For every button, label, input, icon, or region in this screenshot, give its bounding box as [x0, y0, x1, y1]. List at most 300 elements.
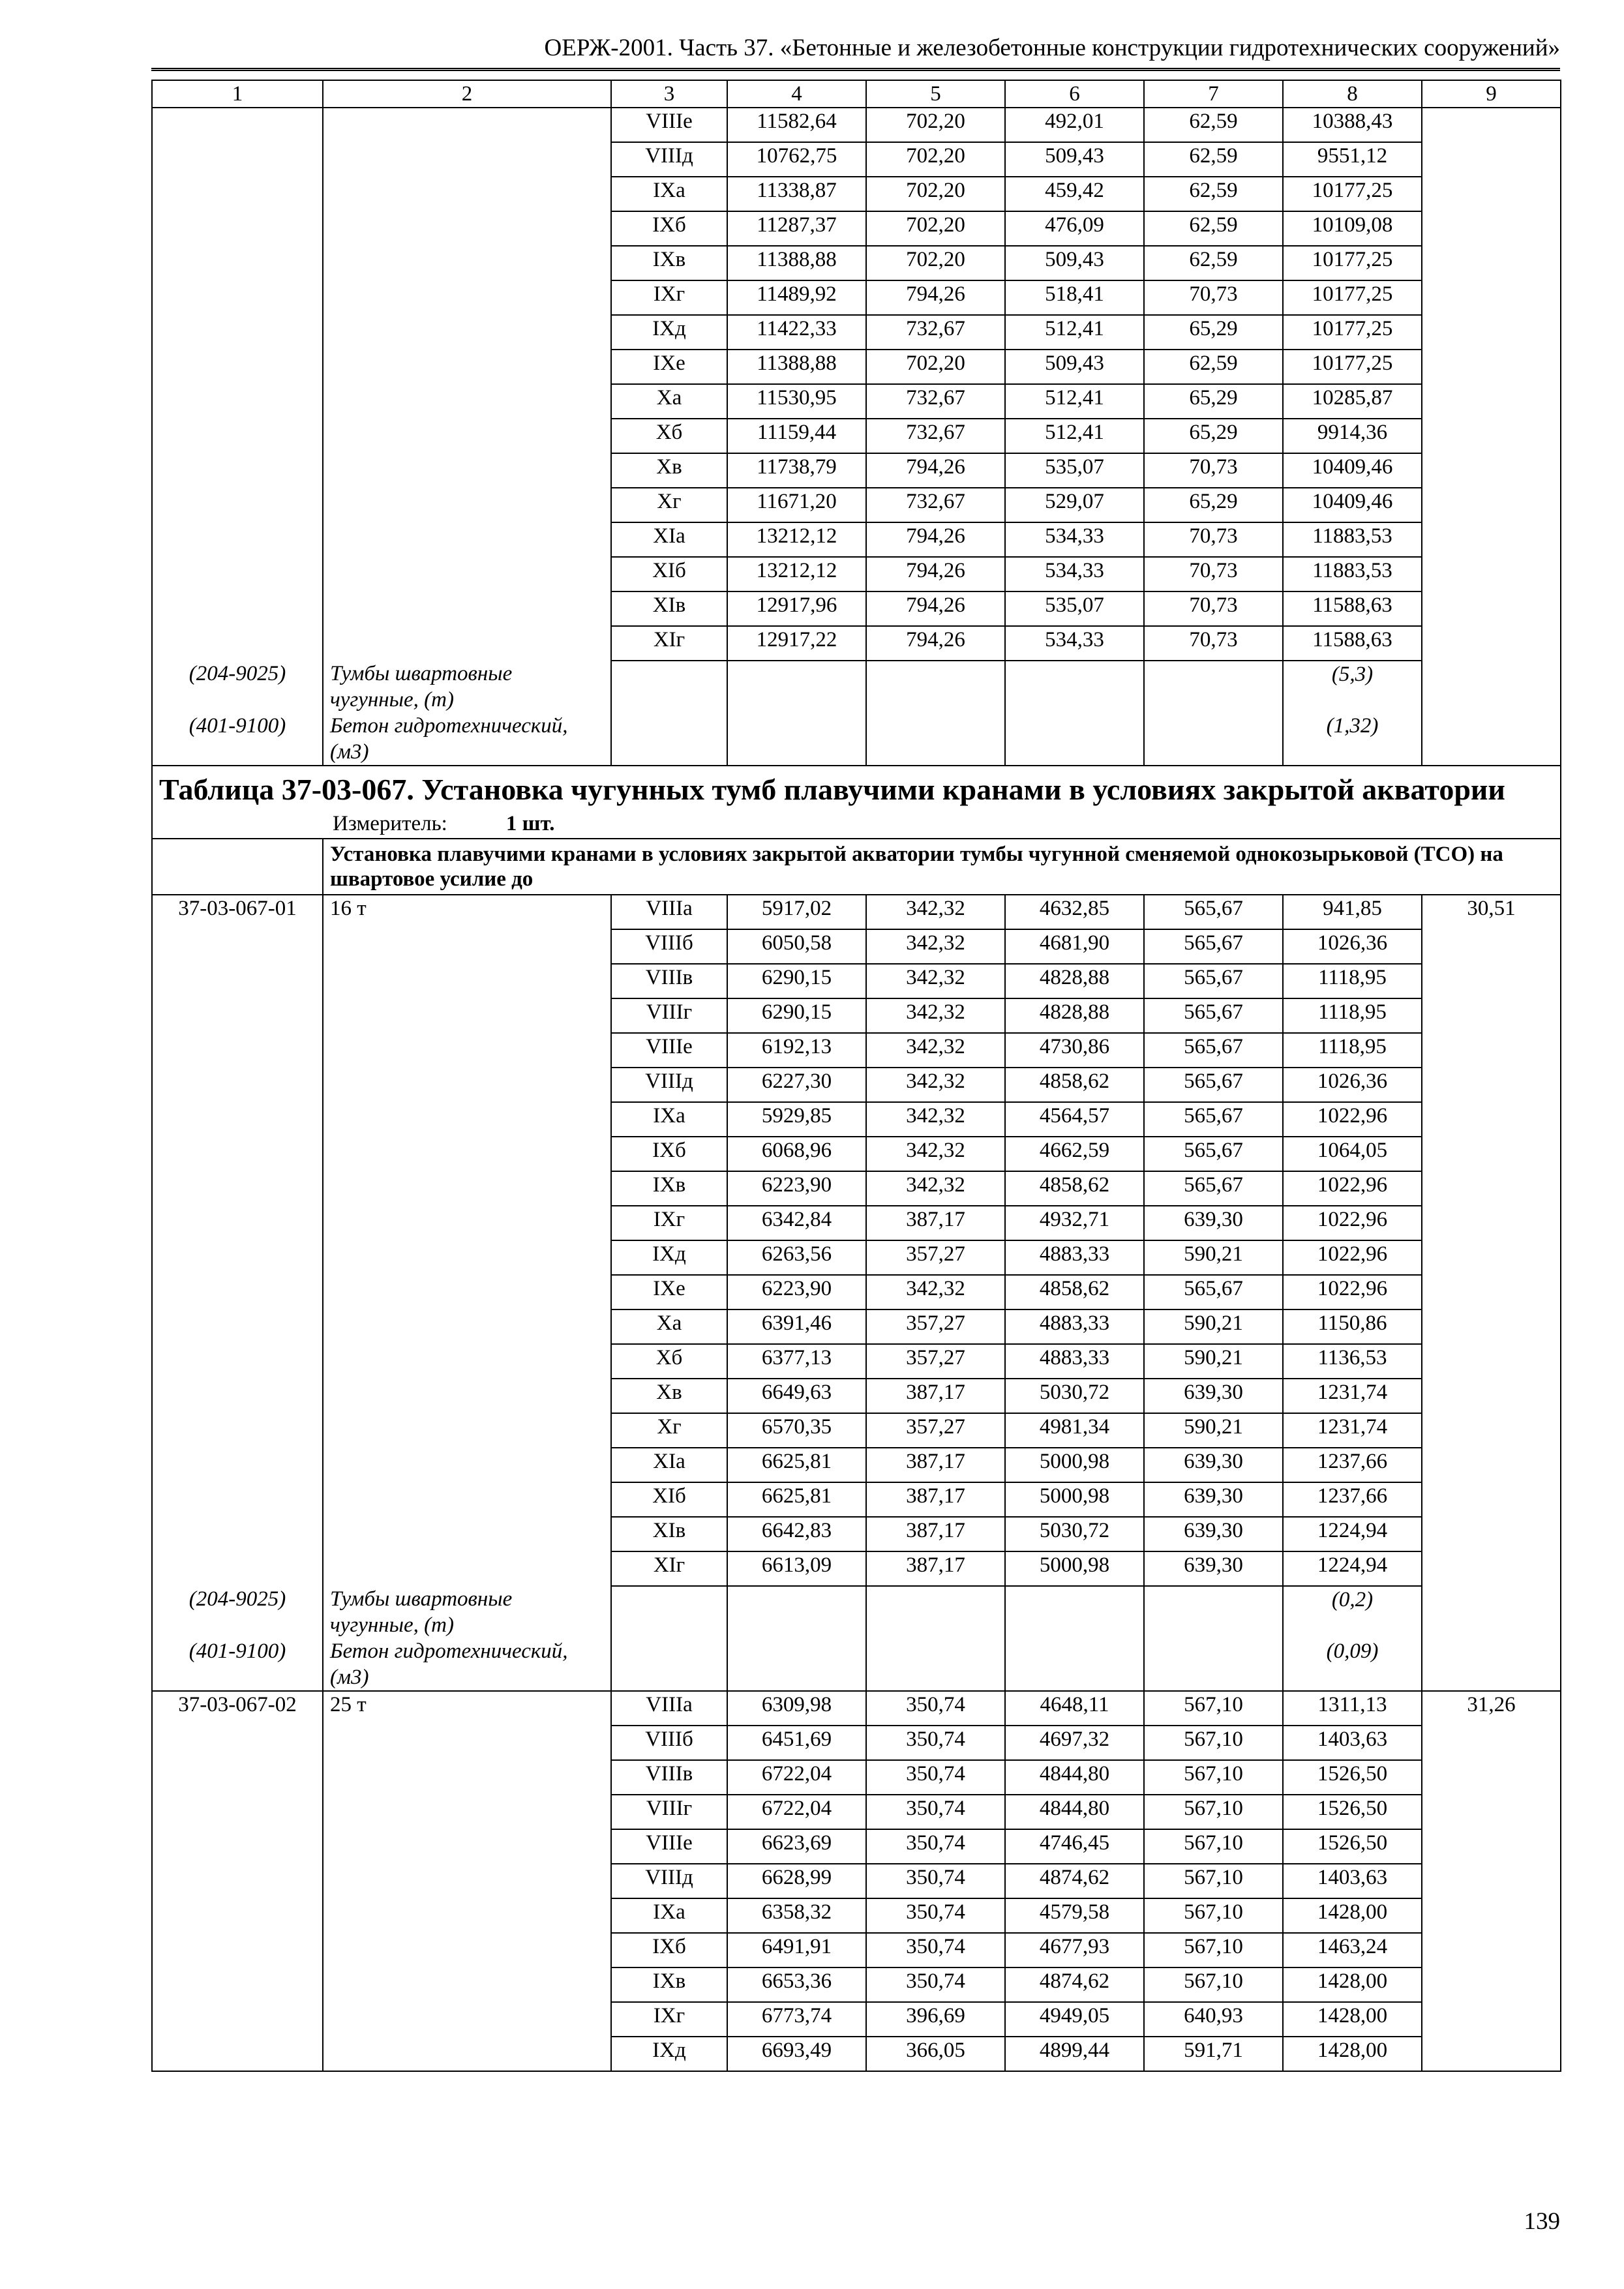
- description-cell: [323, 1864, 611, 1898]
- total-cost-cell: 5917,02: [727, 895, 866, 929]
- labor-cell: [1422, 1726, 1561, 1760]
- machinist-wages-cell: 65,29: [1144, 419, 1283, 453]
- description-cell: [323, 142, 611, 177]
- description-cell: [323, 384, 611, 419]
- rate-row: [152, 557, 1561, 591]
- wages-cell: 387,17: [866, 1379, 1005, 1413]
- code-cell: [152, 2037, 323, 2071]
- wages-cell: 396,69: [866, 2002, 1005, 2037]
- total-cost-cell: 13212,12: [727, 522, 866, 557]
- description-cell: [323, 246, 611, 280]
- zone-cell: IXд: [611, 315, 727, 350]
- machines-cell: 5030,72: [1005, 1379, 1144, 1413]
- machinist-wages-cell: 62,59: [1144, 142, 1283, 177]
- rate-row: [152, 142, 1561, 177]
- empty-cell: [1144, 713, 1283, 766]
- total-cost-cell: 5929,85: [727, 1102, 866, 1137]
- machines-cell: 4858,62: [1005, 1068, 1144, 1102]
- total-cost-cell: 11388,88: [727, 246, 866, 280]
- rate-row: [152, 1033, 1561, 1068]
- code-cell: [152, 1206, 323, 1240]
- materials-cell: 10109,08: [1283, 211, 1422, 246]
- labor-cell: [1422, 177, 1561, 211]
- wages-cell: 342,32: [866, 895, 1005, 929]
- empty-cell: [1422, 713, 1561, 766]
- rate-row: [152, 1413, 1561, 1448]
- rate-row: [152, 246, 1561, 280]
- measure-label: Измеритель:: [333, 812, 447, 835]
- zone-cell: Xа: [611, 1309, 727, 1344]
- rate-row: [152, 488, 1561, 522]
- machinist-wages-cell: 639,30: [1144, 1448, 1283, 1482]
- zone-cell: VIIIе: [611, 108, 727, 142]
- total-cost-cell: 13212,12: [727, 557, 866, 591]
- materials-cell: 1026,36: [1283, 929, 1422, 964]
- rate-row: [152, 1726, 1561, 1760]
- description-cell: [323, 522, 611, 557]
- code-cell: [152, 591, 323, 626]
- wages-cell: 702,20: [866, 246, 1005, 280]
- machinist-wages-cell: 565,67: [1144, 1033, 1283, 1068]
- wages-cell: 702,20: [866, 350, 1005, 384]
- machinist-wages-cell: 639,30: [1144, 1517, 1283, 1551]
- labor-cell: [1422, 1137, 1561, 1171]
- wages-cell: 732,67: [866, 488, 1005, 522]
- machines-cell: 4828,88: [1005, 998, 1144, 1033]
- wages-cell: 387,17: [866, 1517, 1005, 1551]
- table-body: [152, 80, 1561, 2071]
- machines-cell: 535,07: [1005, 591, 1144, 626]
- zone-cell: VIIIа: [611, 895, 727, 929]
- description-cell: [323, 315, 611, 350]
- materials-cell: 1237,66: [1283, 1448, 1422, 1482]
- zone-cell: IXд: [611, 1240, 727, 1275]
- rate-row: [152, 1760, 1561, 1795]
- wages-cell: 702,20: [866, 177, 1005, 211]
- description-cell: [323, 1137, 611, 1171]
- machinist-wages-cell: 70,73: [1144, 280, 1283, 315]
- description-cell: [323, 177, 611, 211]
- description-cell: [323, 1344, 611, 1379]
- machines-cell: 5000,98: [1005, 1551, 1144, 1586]
- total-cost-cell: 6290,15: [727, 964, 866, 998]
- materials-cell: 11883,53: [1283, 522, 1422, 557]
- table-title-row: [152, 766, 1561, 839]
- material-name: Бетон гидротехнический, (м3): [323, 1638, 611, 1691]
- wages-cell: 794,26: [866, 557, 1005, 591]
- materials-cell: 1428,00: [1283, 1967, 1422, 2002]
- materials-cell: 10177,25: [1283, 177, 1422, 211]
- material-code: (204-9025): [152, 661, 323, 713]
- empty-cell: [611, 1638, 727, 1691]
- description-cell: [323, 1033, 611, 1068]
- wages-cell: 794,26: [866, 591, 1005, 626]
- materials-cell: 1022,96: [1283, 1240, 1422, 1275]
- column-number: 6: [1005, 80, 1144, 108]
- column-number: 5: [866, 80, 1005, 108]
- rate-row: [152, 1309, 1561, 1344]
- code-cell: [152, 108, 323, 142]
- rate-row: [152, 2037, 1561, 2071]
- zone-cell: IXа: [611, 1102, 727, 1137]
- materials-cell: 10177,25: [1283, 246, 1422, 280]
- description-cell: [323, 488, 611, 522]
- zone-cell: IXа: [611, 177, 727, 211]
- description-cell: [323, 964, 611, 998]
- machines-cell: 5000,98: [1005, 1448, 1144, 1482]
- rate-row: [152, 929, 1561, 964]
- code-cell: [152, 626, 323, 661]
- labor-cell: [1422, 419, 1561, 453]
- wages-cell: 702,20: [866, 211, 1005, 246]
- machines-cell: 4883,33: [1005, 1344, 1144, 1379]
- materials-cell: 1428,00: [1283, 1898, 1422, 1933]
- total-cost-cell: 6653,36: [727, 1967, 866, 2002]
- rate-row: [152, 1691, 1561, 1726]
- machinist-wages-cell: 65,29: [1144, 315, 1283, 350]
- description-cell: [323, 1068, 611, 1102]
- materials-cell: 1150,86: [1283, 1309, 1422, 1344]
- description-cell: [323, 1967, 611, 2002]
- empty-cell: [1422, 1638, 1561, 1691]
- wages-cell: 342,32: [866, 1068, 1005, 1102]
- total-cost-cell: 11159,44: [727, 419, 866, 453]
- code-cell: [152, 522, 323, 557]
- code-cell: [152, 1864, 323, 1898]
- materials-cell: 10285,87: [1283, 384, 1422, 419]
- machinist-wages-cell: 567,10: [1144, 1933, 1283, 1967]
- machines-cell: 4828,88: [1005, 964, 1144, 998]
- empty-cell: [1422, 1586, 1561, 1638]
- total-cost-cell: 6722,04: [727, 1760, 866, 1795]
- machines-cell: 512,41: [1005, 384, 1144, 419]
- machinist-wages-cell: 567,10: [1144, 1864, 1283, 1898]
- total-cost-cell: 6192,13: [727, 1033, 866, 1068]
- wages-cell: 342,32: [866, 1102, 1005, 1137]
- machines-cell: 4579,58: [1005, 1898, 1144, 1933]
- machinist-wages-cell: 590,21: [1144, 1344, 1283, 1379]
- rate-row: [152, 1068, 1561, 1102]
- total-cost-cell: 6377,13: [727, 1344, 866, 1379]
- zone-cell: XIа: [611, 1448, 727, 1482]
- total-cost-cell: 6491,91: [727, 1933, 866, 1967]
- zone-cell: IXа: [611, 1898, 727, 1933]
- empty-cell: [611, 713, 727, 766]
- machinist-wages-cell: 62,59: [1144, 246, 1283, 280]
- materials-cell: 1428,00: [1283, 2037, 1422, 2071]
- total-cost-cell: 10762,75: [727, 142, 866, 177]
- machines-cell: 534,33: [1005, 522, 1144, 557]
- code-cell: [152, 964, 323, 998]
- total-cost-cell: 6623,69: [727, 1829, 866, 1864]
- description-cell: [323, 2002, 611, 2037]
- rate-row: [152, 1344, 1561, 1379]
- wages-cell: 342,32: [866, 1275, 1005, 1309]
- code-cell: [152, 1829, 323, 1864]
- wages-cell: 350,74: [866, 1726, 1005, 1760]
- zone-cell: VIIIб: [611, 1726, 727, 1760]
- code-cell: [152, 1309, 323, 1344]
- material-code: (401-9100): [152, 1638, 323, 1691]
- zone-cell: XIв: [611, 1517, 727, 1551]
- machines-cell: 4632,85: [1005, 895, 1144, 929]
- total-cost-cell: 6050,58: [727, 929, 866, 964]
- labor-cell: [1422, 350, 1561, 384]
- machines-cell: 4681,90: [1005, 929, 1144, 964]
- materials-cell: 1224,94: [1283, 1517, 1422, 1551]
- machinist-wages-cell: 70,73: [1144, 522, 1283, 557]
- zone-cell: XIб: [611, 557, 727, 591]
- wages-cell: 794,26: [866, 280, 1005, 315]
- empty-cell: [611, 661, 727, 713]
- total-cost-cell: 11671,20: [727, 488, 866, 522]
- machines-cell: 4858,62: [1005, 1171, 1144, 1206]
- machines-cell: 4564,57: [1005, 1102, 1144, 1137]
- labor-cell: [1422, 1482, 1561, 1517]
- machinist-wages-cell: 565,67: [1144, 1102, 1283, 1137]
- wages-cell: 350,74: [866, 1967, 1005, 2002]
- materials-cell: 1237,66: [1283, 1482, 1422, 1517]
- empty-cell: [1005, 1586, 1144, 1638]
- zone-cell: XIг: [611, 626, 727, 661]
- labor-cell: [1422, 1068, 1561, 1102]
- zone-cell: Xб: [611, 1344, 727, 1379]
- machines-cell: 4874,62: [1005, 1864, 1144, 1898]
- material-code: (401-9100): [152, 713, 323, 766]
- total-cost-cell: 11530,95: [727, 384, 866, 419]
- zone-cell: VIIIе: [611, 1033, 727, 1068]
- table-title: Таблица 37-03-067. Установка чугунных тумб плавучими кранами в условиях закрытой акватории: [159, 773, 1505, 806]
- labor-cell: [1422, 1829, 1561, 1864]
- machinist-wages-cell: 639,30: [1144, 1206, 1283, 1240]
- total-cost-cell: 6628,99: [727, 1864, 866, 1898]
- table-title-cell: [152, 766, 1561, 839]
- column-number-row: [152, 80, 1561, 108]
- rate-row: [152, 998, 1561, 1033]
- rate-row: [152, 280, 1561, 315]
- wages-cell: 357,27: [866, 1309, 1005, 1344]
- materials-cell: 1403,63: [1283, 1864, 1422, 1898]
- zone-cell: IXв: [611, 1967, 727, 2002]
- code-cell: [152, 1482, 323, 1517]
- code-cell: [152, 419, 323, 453]
- labor-cell: [1422, 108, 1561, 142]
- wages-cell: 350,74: [866, 1933, 1005, 1967]
- labor-cell: [1422, 1760, 1561, 1795]
- wages-cell: 794,26: [866, 522, 1005, 557]
- materials-cell: 1311,13: [1283, 1691, 1422, 1726]
- section-heading-cell: [323, 839, 1561, 895]
- zone-cell: VIIIе: [611, 1829, 727, 1864]
- labor-cell: [1422, 246, 1561, 280]
- rate-row: [152, 108, 1561, 142]
- wages-cell: 387,17: [866, 1482, 1005, 1517]
- rate-row: [152, 315, 1561, 350]
- rate-row: [152, 1102, 1561, 1137]
- code-cell: 37-03-067-02: [152, 1691, 323, 1726]
- machines-cell: 4844,80: [1005, 1760, 1144, 1795]
- rate-row: [152, 1379, 1561, 1413]
- page-number: 139: [1524, 2208, 1560, 2235]
- material-qty: (5,3): [1283, 661, 1422, 713]
- description-cell: [323, 1102, 611, 1137]
- description-cell: [323, 350, 611, 384]
- rate-row: [152, 522, 1561, 557]
- zone-cell: IXб: [611, 1933, 727, 1967]
- total-cost-cell: 6391,46: [727, 1309, 866, 1344]
- materials-cell: 10409,46: [1283, 488, 1422, 522]
- empty-cell: [866, 1586, 1005, 1638]
- zone-cell: VIIIд: [611, 142, 727, 177]
- labor-cell: [1422, 453, 1561, 488]
- labor-cell: [1422, 929, 1561, 964]
- labor-cell: [1422, 1413, 1561, 1448]
- labor-cell: 30,51: [1422, 895, 1561, 929]
- total-cost-cell: 6693,49: [727, 2037, 866, 2071]
- labor-cell: [1422, 1379, 1561, 1413]
- zone-cell: IXг: [611, 1206, 727, 1240]
- description-cell: [323, 998, 611, 1033]
- materials-cell: 11588,63: [1283, 626, 1422, 661]
- wages-cell: 342,32: [866, 964, 1005, 998]
- description-cell: [323, 557, 611, 591]
- machinist-wages-cell: 639,30: [1144, 1379, 1283, 1413]
- description-cell: 16 т: [323, 895, 611, 929]
- machines-cell: 534,33: [1005, 626, 1144, 661]
- code-cell: [152, 488, 323, 522]
- description-cell: [323, 929, 611, 964]
- wages-cell: 357,27: [866, 1413, 1005, 1448]
- machines-cell: 512,41: [1005, 315, 1144, 350]
- total-cost-cell: 6223,90: [727, 1171, 866, 1206]
- description-cell: [323, 419, 611, 453]
- code-cell: [152, 929, 323, 964]
- labor-cell: [1422, 1795, 1561, 1829]
- total-cost-cell: 6570,35: [727, 1413, 866, 1448]
- description-cell: [323, 1171, 611, 1206]
- code-cell: [152, 142, 323, 177]
- empty-cell: [1144, 661, 1283, 713]
- code-cell: [152, 315, 323, 350]
- labor-cell: [1422, 1344, 1561, 1379]
- description-cell: [323, 1240, 611, 1275]
- rate-row: [152, 1829, 1561, 1864]
- rate-row: [152, 626, 1561, 661]
- total-cost-cell: 12917,96: [727, 591, 866, 626]
- wages-cell: 350,74: [866, 1795, 1005, 1829]
- labor-cell: [1422, 1967, 1561, 2002]
- rate-row: [152, 1898, 1561, 1933]
- rate-row: [152, 1795, 1561, 1829]
- labor-cell: [1422, 2002, 1561, 2037]
- wages-cell: 732,67: [866, 419, 1005, 453]
- wages-cell: 342,32: [866, 1033, 1005, 1068]
- labor-cell: [1422, 1171, 1561, 1206]
- machinist-wages-cell: 565,67: [1144, 1137, 1283, 1171]
- section-heading-row: [152, 839, 1561, 895]
- total-cost-cell: 11738,79: [727, 453, 866, 488]
- material-row: [152, 661, 1561, 713]
- description-cell: [323, 1551, 611, 1586]
- total-cost-cell: 6263,56: [727, 1240, 866, 1275]
- running-header: ОЕРЖ-2001. Часть 37. «Бетонные и железобетонные конструкции гидротехнических сооружений»: [151, 33, 1560, 71]
- total-cost-cell: 6309,98: [727, 1691, 866, 1726]
- machinist-wages-cell: 567,10: [1144, 1967, 1283, 2002]
- description-cell: [323, 1413, 611, 1448]
- labor-cell: [1422, 1102, 1561, 1137]
- rate-row: [152, 1171, 1561, 1206]
- machinist-wages-cell: 639,30: [1144, 1551, 1283, 1586]
- wages-cell: 342,32: [866, 929, 1005, 964]
- rate-row: [152, 2002, 1561, 2037]
- zone-cell: IXб: [611, 1137, 727, 1171]
- total-cost-cell: 6773,74: [727, 2002, 866, 2037]
- labor-cell: [1422, 1309, 1561, 1344]
- material-name: Тумбы швартовные чугунные, (т): [323, 1586, 611, 1638]
- description-cell: [323, 1379, 611, 1413]
- measure-line: [159, 811, 1554, 838]
- wages-cell: 342,32: [866, 1171, 1005, 1206]
- column-number: 9: [1422, 80, 1561, 108]
- machines-cell: 4981,34: [1005, 1413, 1144, 1448]
- total-cost-cell: 6068,96: [727, 1137, 866, 1171]
- zone-cell: IXг: [611, 2002, 727, 2037]
- wages-cell: 350,74: [866, 1760, 1005, 1795]
- code-cell: [152, 177, 323, 211]
- labor-cell: [1422, 142, 1561, 177]
- empty-cell: [727, 1638, 866, 1691]
- materials-cell: 11588,63: [1283, 591, 1422, 626]
- description-cell: [323, 1517, 611, 1551]
- labor-cell: [1422, 315, 1561, 350]
- zone-cell: Xб: [611, 419, 727, 453]
- code-cell: [152, 384, 323, 419]
- machinist-wages-cell: 590,21: [1144, 1240, 1283, 1275]
- machinist-wages-cell: 590,21: [1144, 1309, 1283, 1344]
- machines-cell: 509,43: [1005, 142, 1144, 177]
- zone-cell: VIIIг: [611, 1795, 727, 1829]
- zone-cell: VIIIб: [611, 929, 727, 964]
- description-cell: 25 т: [323, 1691, 611, 1726]
- wages-cell: 350,74: [866, 1898, 1005, 1933]
- zone-cell: VIIIа: [611, 1691, 727, 1726]
- machines-cell: 5030,72: [1005, 1517, 1144, 1551]
- wages-cell: 794,26: [866, 453, 1005, 488]
- wages-cell: 702,20: [866, 108, 1005, 142]
- zone-cell: Xв: [611, 1379, 727, 1413]
- materials-cell: 1224,94: [1283, 1551, 1422, 1586]
- total-cost-cell: 6625,81: [727, 1482, 866, 1517]
- zone-cell: XIг: [611, 1551, 727, 1586]
- zone-cell: VIIIв: [611, 964, 727, 998]
- total-cost-cell: 6358,32: [727, 1898, 866, 1933]
- code-cell: [152, 998, 323, 1033]
- machinist-wages-cell: 565,67: [1144, 1275, 1283, 1309]
- total-cost-cell: 11338,87: [727, 177, 866, 211]
- machines-cell: 4874,62: [1005, 1967, 1144, 2002]
- code-cell: [152, 1933, 323, 1967]
- labor-cell: [1422, 488, 1561, 522]
- rate-row: [152, 211, 1561, 246]
- code-cell: [152, 350, 323, 384]
- labor-cell: [1422, 1240, 1561, 1275]
- materials-cell: 1064,05: [1283, 1137, 1422, 1171]
- zone-cell: VIIIд: [611, 1068, 727, 1102]
- machines-cell: 534,33: [1005, 557, 1144, 591]
- materials-cell: 1428,00: [1283, 2002, 1422, 2037]
- material-row: [152, 1586, 1561, 1638]
- rate-row: [152, 1967, 1561, 2002]
